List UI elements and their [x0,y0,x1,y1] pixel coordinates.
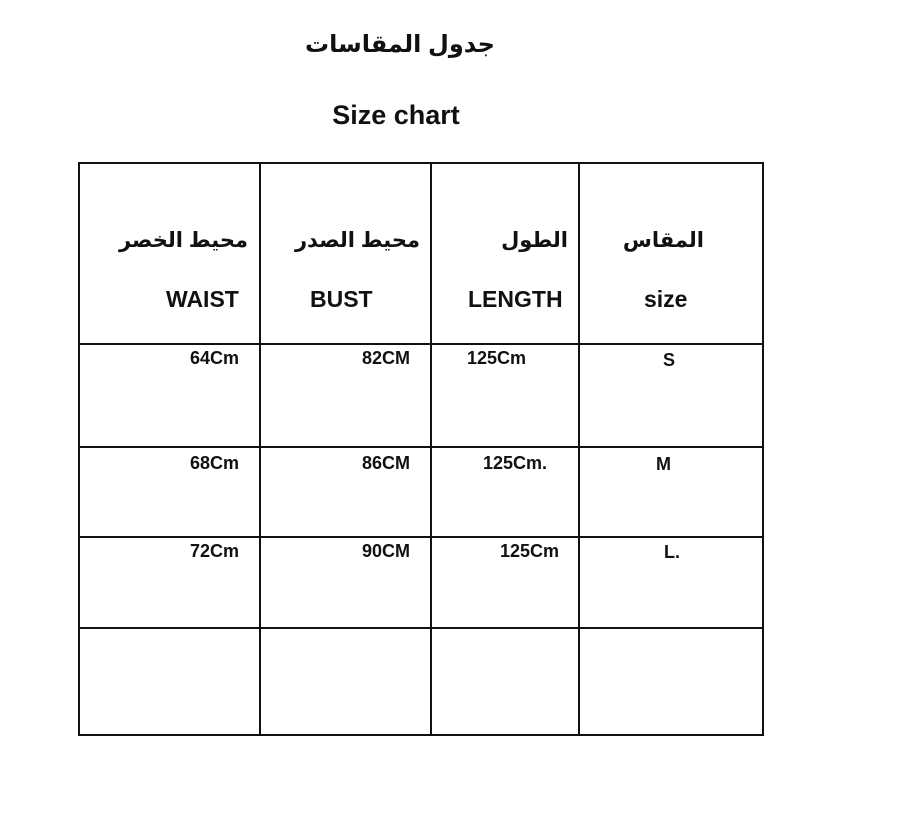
table-divider [259,162,261,736]
table-border-left [78,162,80,736]
table-divider [430,162,432,736]
table-cell-length: 125Cm [500,541,560,561]
page-title-arabic: جدول المقاسات [305,31,495,58]
table-divider [78,446,764,448]
table-divider [78,536,764,538]
table-cell-waist: 68Cm [190,453,240,473]
table-cell-bust: 82CM [362,348,411,368]
column-header-arabic: الطول [501,229,568,252]
column-header: BUST [310,286,373,312]
column-header-arabic: محيط الصدر [294,229,420,252]
column-header-arabic: المقاس [622,229,704,252]
table-cell-waist: 64Cm [190,348,240,368]
table-cell-size: S [663,350,676,370]
table-cell-length: 125Cm. [483,453,548,473]
table-cell-length: 125Cm [467,348,527,368]
page-title: Size chart [332,100,460,130]
table-border-bottom [78,734,764,736]
table-divider [78,627,764,629]
table-cell-waist: 72Cm [190,541,240,561]
table-divider [578,162,580,736]
column-header-arabic: محيط الخصر [118,229,248,252]
table-border-top [78,162,764,164]
size-table [78,162,764,736]
column-header: LENGTH [468,286,563,312]
table-cell-bust: 86CM [362,453,411,473]
column-header: size [644,286,688,312]
table-border-right [762,162,764,736]
table-cell-bust: 90CM [362,541,411,561]
table-cell-size: L. [664,542,680,562]
table-divider [78,343,764,345]
table-cell-size: M [656,454,671,474]
column-header: WAIST [166,286,239,312]
